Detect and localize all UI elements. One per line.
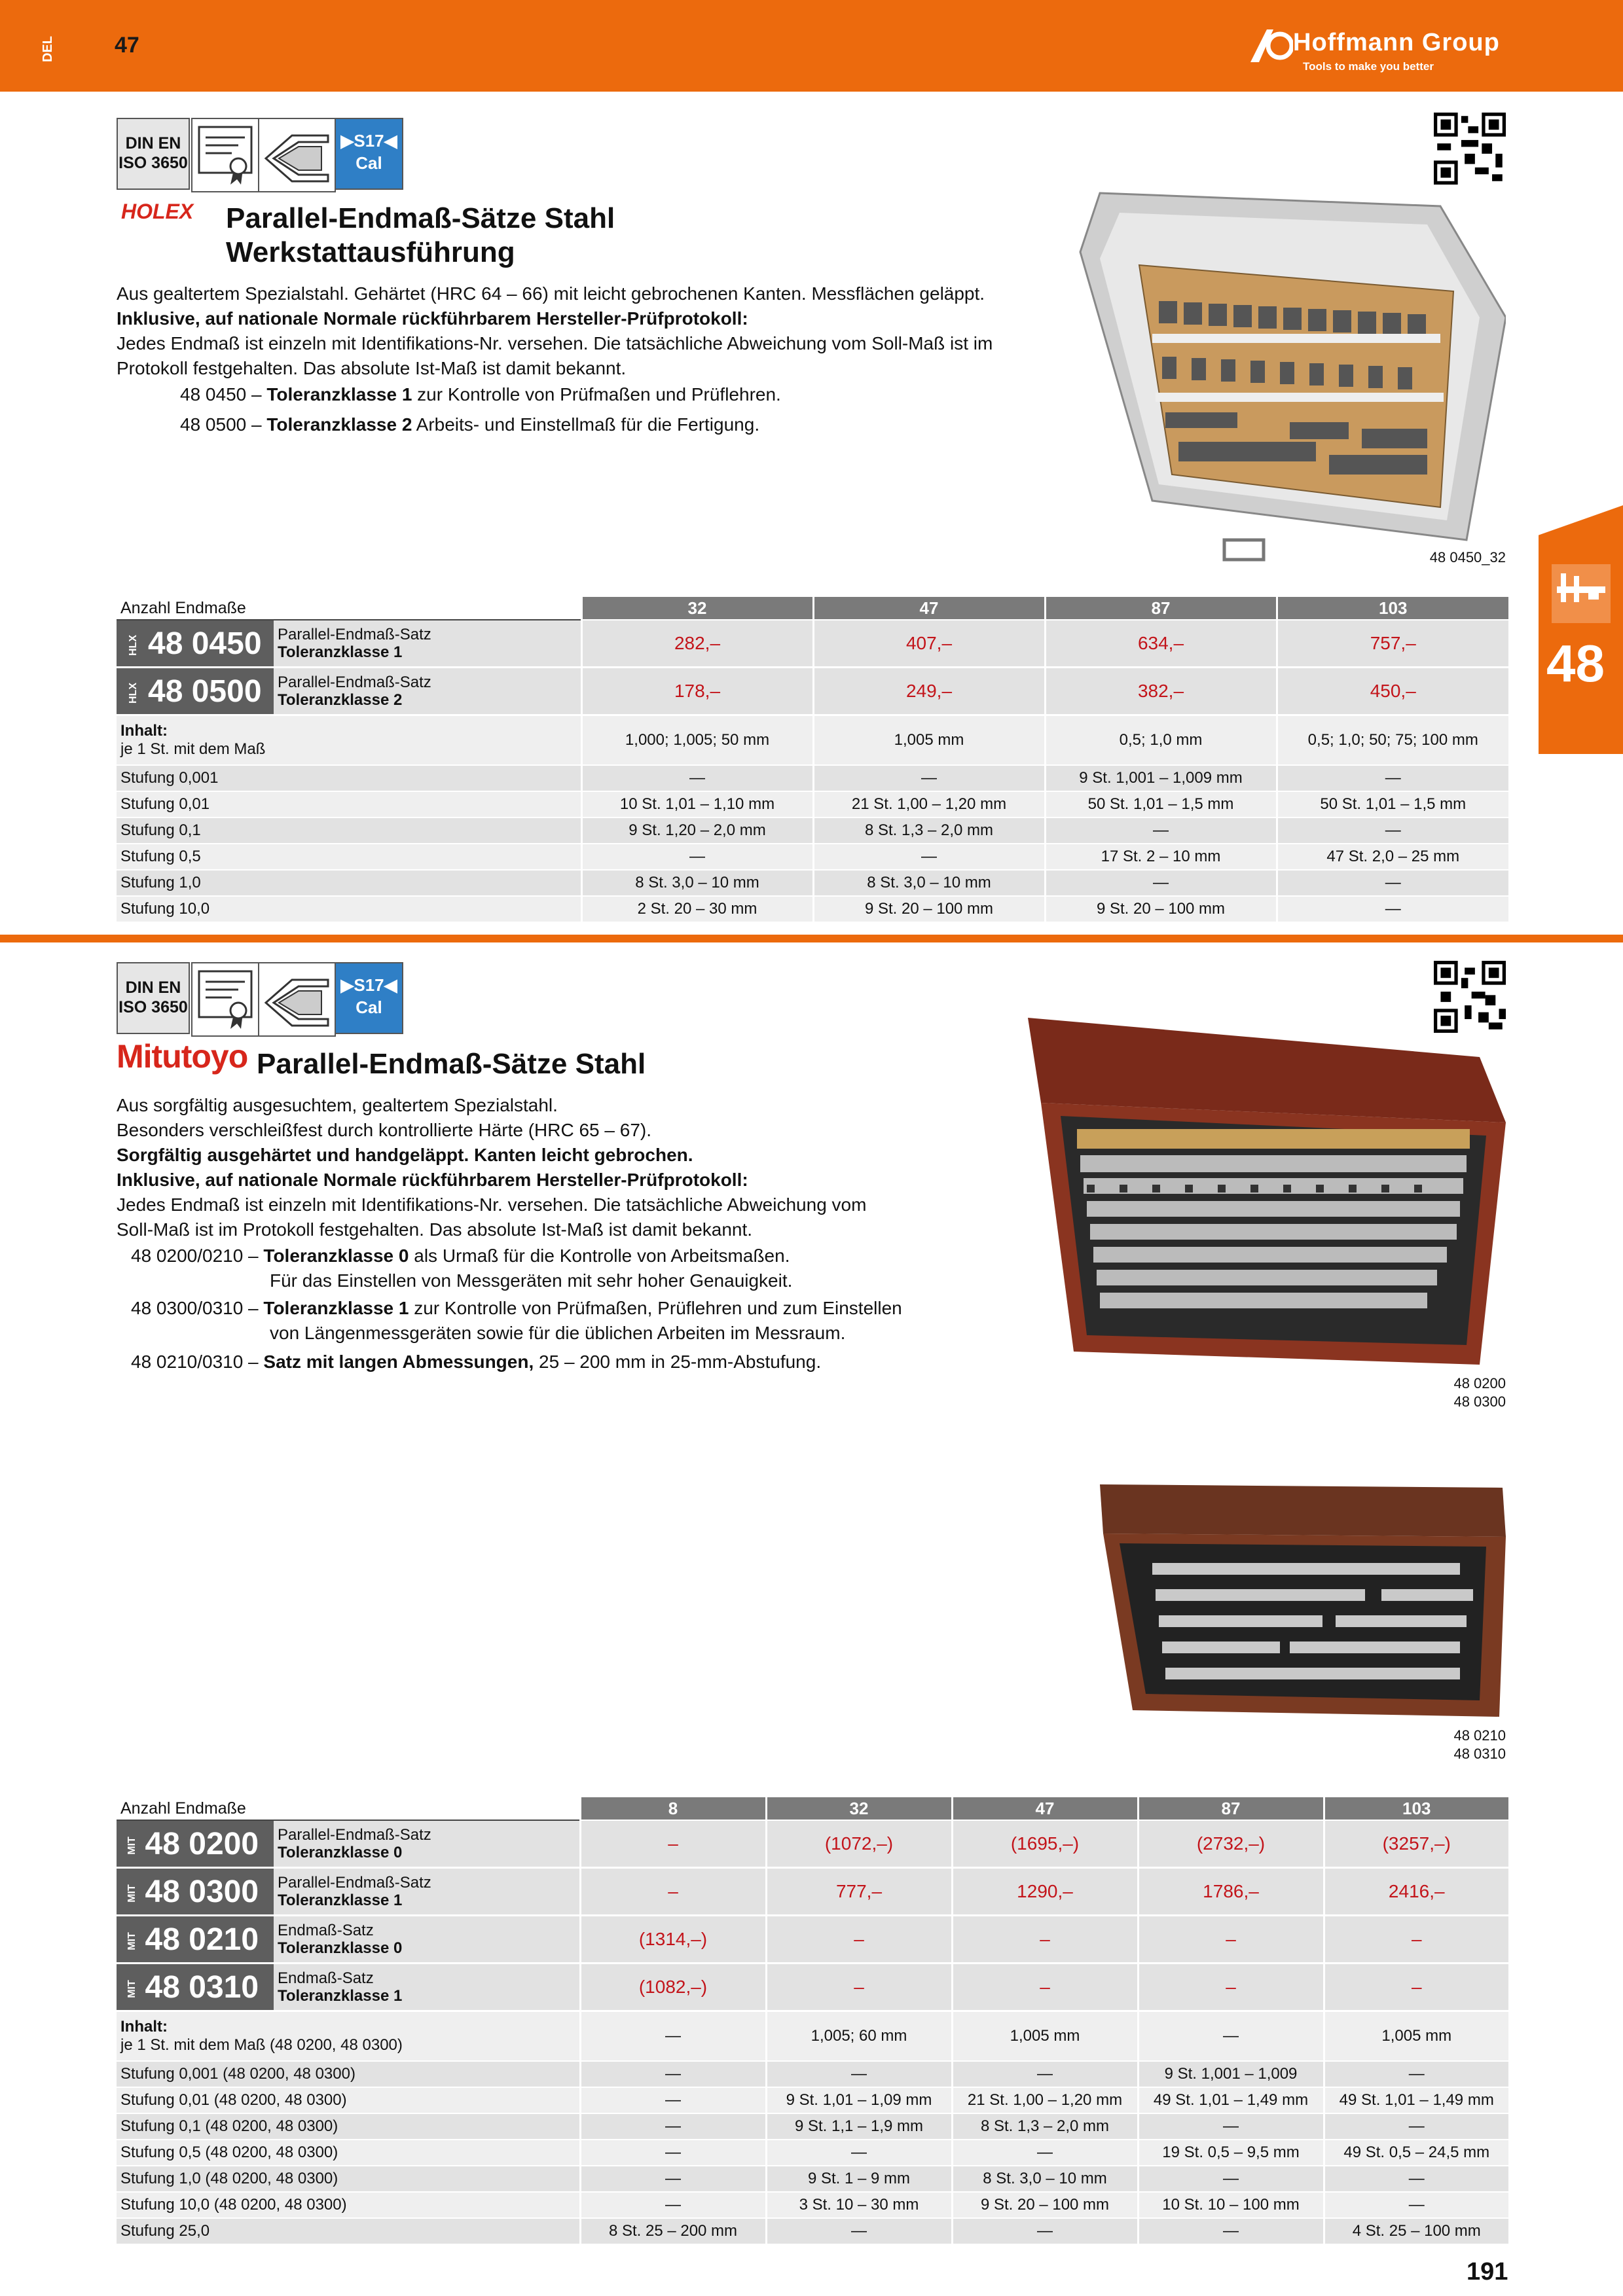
cell: 9 St. 20 – 100 mm: [952, 2192, 1138, 2218]
cell: —: [580, 2166, 766, 2192]
item-rest: zur Kontrolle von Prüfmaßen, Prüflehren und zum Einstellen: [409, 1298, 902, 1318]
article-number[interactable]: [117, 1916, 274, 1964]
table-row: [117, 2166, 1508, 2192]
row-label: Stufung 0,5 (48 0200, 48 0300): [117, 2140, 580, 2166]
caption-line: 48 0310: [1453, 1746, 1506, 1762]
cell: 21 St. 1,00 – 1,20 mm: [813, 791, 1045, 817]
price: –: [952, 1916, 1138, 1964]
din-badge: [117, 962, 190, 1034]
cell: 9 St. 1,20 – 2,0 mm: [581, 817, 813, 844]
row-label: Stufung 0,1 (48 0200, 48 0300): [117, 2113, 580, 2140]
cell: —: [1138, 2166, 1324, 2192]
product-title-2: Parallel-Endmaß-Sätze Stahl: [257, 1048, 646, 1080]
caption-line: 48 0210: [1453, 1727, 1506, 1744]
section-divider: [0, 935, 1623, 942]
cell: 10 St. 1,01 – 1,10 mm: [581, 791, 813, 817]
cell: —: [766, 2061, 952, 2087]
item-bold: Toleranzklasse 2: [266, 414, 412, 435]
item-bold: Toleranzklasse 0: [263, 1246, 409, 1266]
table-row: [117, 2192, 1508, 2218]
cell: 17 St. 2 – 10 mm: [1045, 844, 1277, 870]
cell: 1,005 mm: [1324, 2011, 1508, 2062]
column-header: 47: [952, 1797, 1138, 1820]
din-badge-line1: DIN EN: [125, 134, 181, 152]
item-line: [180, 412, 759, 437]
cell: —: [1324, 2061, 1508, 2087]
price: 757,–: [1277, 620, 1508, 668]
row-label: Stufung 0,001: [117, 765, 581, 791]
price: 249,–: [813, 668, 1045, 715]
price: (1314,–): [580, 1916, 766, 1964]
price: –: [952, 1964, 1138, 2011]
cell: 9 St. 20 – 100 mm: [813, 896, 1045, 922]
row-label: Stufung 0,1: [117, 817, 581, 844]
desc-1-p3: Jedes Endmaß ist einzeln mit Identifikations-Nr. versehen. Die tatsächliche Abweichung vom Soll-Maß ist im: [117, 333, 993, 353]
cell: —: [1138, 2113, 1324, 2140]
cell: —: [580, 2113, 766, 2140]
article-code: 48 0210: [145, 1922, 259, 1957]
cell: —: [952, 2218, 1138, 2244]
spec-table-2: [117, 1797, 1508, 2245]
desc-2-p4: Inklusive, auf nationale Normale rückführbarem Hersteller-Prüfprotokoll:: [117, 1170, 748, 1190]
article-prefix: MIT: [126, 1837, 137, 1855]
title-1-line2: Werkstattausführung: [226, 236, 515, 268]
cell: —: [580, 2011, 766, 2062]
table-row: [117, 896, 1508, 922]
cell: —: [1324, 2113, 1508, 2140]
table-row[interactable]: [117, 1916, 1508, 1964]
cell: —: [952, 2061, 1138, 2087]
spec-table-1: [117, 597, 1508, 923]
caption-line: 48 0300: [1453, 1393, 1506, 1410]
cell: 8 St. 3,0 – 10 mm: [952, 2166, 1138, 2192]
desc-line: Endmaß-Satz: [278, 1969, 374, 1987]
desc-1-p2: Inklusive, auf nationale Normale rückführbarem Hersteller-Prüfprotokoll:: [117, 308, 748, 329]
table-row[interactable]: [117, 1868, 1508, 1916]
s17-cal-badge: [335, 118, 403, 190]
cell: —: [1277, 765, 1508, 791]
column-label: Anzahl Endmaße: [117, 1797, 580, 1820]
cell: —: [766, 2218, 952, 2244]
desc-1-p1: Aus gealtertem Spezialstahl. Gehärtet (HRC 64 – 66) mit leicht gebrochenen Kanten. Messflächen geläppt.: [117, 283, 985, 304]
cell: —: [1045, 870, 1277, 896]
desc-bold: Toleranzklasse 0: [278, 1939, 403, 1957]
article-number[interactable]: [117, 1820, 274, 1868]
desc-line: Parallel-Endmaß-Satz: [278, 1826, 431, 1844]
cell: 0,5; 1,0 mm: [1045, 715, 1277, 766]
column-header: 103: [1277, 597, 1508, 620]
cell: —: [1277, 870, 1508, 896]
item-cont: von Längenmessgeräten sowie für die üblichen Arbeiten im Messraum.: [270, 1323, 846, 1343]
article-description: [274, 668, 581, 715]
product-photo-holex-case: [1074, 187, 1506, 563]
column-header: 103: [1324, 1797, 1508, 1820]
row-label: Stufung 0,5: [117, 844, 581, 870]
table-row: [117, 2011, 1508, 2062]
article-prefix: MIT: [126, 1980, 137, 1998]
cell: 9 St. 1 – 9 mm: [766, 2166, 952, 2192]
cell: —: [1324, 2166, 1508, 2192]
inhalt-label: [117, 2011, 580, 2062]
logo-tagline: Tools to make you better: [1303, 60, 1434, 73]
article-code: 48 0200: [145, 1826, 259, 1861]
cell: —: [766, 2140, 952, 2166]
inhalt-label-bold: Inhalt:: [120, 2018, 168, 2036]
cell: 3 St. 10 – 30 mm: [766, 2192, 952, 2218]
article-code: 48 0500: [148, 673, 262, 709]
table-row: [117, 791, 1508, 817]
item-rest: 25 – 200 mm in 25-mm-Abstufung.: [534, 1352, 822, 1372]
price: –: [580, 1868, 766, 1916]
table-row: [117, 2087, 1508, 2113]
cell: —: [1324, 2192, 1508, 2218]
item-line: [180, 382, 781, 407]
table-row: [117, 765, 1508, 791]
cell: 1,005 mm: [813, 715, 1045, 766]
desc-2-p2: Besonders verschleißfest durch kontrollierte Härte (HRC 65 – 67).: [117, 1120, 652, 1140]
logo-name: Hoffmann Group: [1293, 29, 1500, 56]
gauge-block-icon: [258, 962, 336, 1037]
holex-brand-logo: HOLEX: [121, 200, 194, 223]
row-label: Stufung 1,0 (48 0200, 48 0300): [117, 2166, 580, 2192]
cell: 0,5; 1,0; 50; 75; 100 mm: [1277, 715, 1508, 766]
cell: 8 St. 1,3 – 2,0 mm: [952, 2113, 1138, 2140]
table-row: [117, 870, 1508, 896]
caliper-icon: [1552, 564, 1611, 623]
table-row[interactable]: [117, 668, 1508, 715]
cell: —: [580, 2192, 766, 2218]
price: –: [1324, 1964, 1508, 2011]
price: 777,–: [766, 1868, 952, 1916]
header-page-group: 47: [115, 33, 139, 58]
table-row: [117, 844, 1508, 870]
price: (3257,–): [1324, 1820, 1508, 1868]
desc-line: Endmaß-Satz: [278, 1922, 374, 1939]
photo-2-caption: [1342, 1374, 1506, 1411]
product-title-1: [226, 202, 615, 270]
column-header: 32: [581, 597, 813, 620]
article-code: 48 0310: [145, 1969, 259, 2005]
article-number[interactable]: [117, 668, 274, 715]
row-label: Stufung 0,01: [117, 791, 581, 817]
price: (1695,–): [952, 1820, 1138, 1868]
cell: —: [1045, 817, 1277, 844]
cell: 2 St. 20 – 30 mm: [581, 896, 813, 922]
cell: 50 St. 1,01 – 1,5 mm: [1277, 791, 1508, 817]
desc-line: Parallel-Endmaß-Satz: [278, 1874, 431, 1892]
item-line: [131, 1244, 790, 1268]
table-header-row: [117, 1797, 1508, 1820]
column-label: Anzahl Endmaße: [117, 597, 581, 620]
price: 2416,–: [1324, 1868, 1508, 1916]
row-label: Stufung 1,0: [117, 870, 581, 896]
row-label: Stufung 10,0: [117, 896, 581, 922]
table-row: [117, 2218, 1508, 2244]
inhalt-label: [117, 715, 581, 766]
product-photo-long-blocks-case: [1093, 1478, 1506, 1720]
cell: 9 St. 1,01 – 1,09 mm: [766, 2087, 952, 2113]
item-bold: Toleranzklasse 1: [263, 1298, 409, 1318]
header-tag: DEL: [41, 36, 55, 62]
s17-line: ▶S17◀: [340, 975, 397, 995]
caption-line: 48 0200: [1453, 1375, 1506, 1391]
table-row[interactable]: [117, 620, 1508, 668]
desc-line: Parallel-Endmaß-Satz: [278, 673, 431, 691]
photo-3-caption: [1342, 1727, 1506, 1763]
cell: —: [1138, 2218, 1324, 2244]
cell: 9 St. 1,001 – 1,009: [1138, 2061, 1324, 2087]
price: 407,–: [813, 620, 1045, 668]
description-1: [117, 281, 1099, 381]
cell: 50 St. 1,01 – 1,5 mm: [1045, 791, 1277, 817]
cell: 21 St. 1,00 – 1,20 mm: [952, 2087, 1138, 2113]
price: (1082,–): [580, 1964, 766, 2011]
cell: —: [1277, 896, 1508, 922]
cell: 1,005; 60 mm: [766, 2011, 952, 2062]
item-code: 48 0200/0210 –: [131, 1246, 259, 1266]
article-description: [274, 1820, 580, 1868]
row-label: Stufung 0,001 (48 0200, 48 0300): [117, 2061, 580, 2087]
cell: 8 St. 3,0 – 10 mm: [581, 870, 813, 896]
price: 382,–: [1045, 668, 1277, 715]
price: 634,–: [1045, 620, 1277, 668]
s17-cal-badge: [335, 962, 403, 1034]
desc-2-p5: Jedes Endmaß ist einzeln mit Identifikations-Nr. versehen. Die tatsächliche Abweichung vom: [117, 1194, 867, 1215]
cell: 9 St. 20 – 100 mm: [1045, 896, 1277, 922]
din-badge-line2: ISO 3650: [119, 998, 188, 1016]
cell: —: [813, 765, 1045, 791]
column-header: 32: [766, 1797, 952, 1820]
column-header: 87: [1045, 597, 1277, 620]
inhalt-label-sub: je 1 St. mit dem Maß: [120, 740, 266, 758]
din-badge-line1: DIN EN: [125, 978, 181, 997]
desc-2-p1: Aus sorgfältig ausgesuchtem, gealtertem Spezialstahl.: [117, 1095, 558, 1115]
cell: 49 St. 1,01 – 1,49 mm: [1138, 2087, 1324, 2113]
cell: —: [1277, 817, 1508, 844]
price: –: [1138, 1916, 1324, 1964]
inhalt-label-bold: Inhalt:: [120, 722, 168, 740]
desc-bold: Toleranzklasse 1: [278, 643, 403, 661]
item-line: [131, 1296, 902, 1321]
cell: 19 St. 0,5 – 9,5 mm: [1138, 2140, 1324, 2166]
desc-2-p6: Soll-Maß ist im Protokoll festgehalten. Das absolute Ist-Maß ist damit bekannt.: [117, 1219, 753, 1240]
qr-code-icon[interactable]: [1434, 113, 1506, 185]
price: 1290,–: [952, 1868, 1138, 1916]
item-code: 48 0450 –: [180, 384, 262, 404]
price: –: [766, 1964, 952, 2011]
column-header: 47: [813, 597, 1045, 620]
price: 178,–: [581, 668, 813, 715]
item-line: [131, 1350, 821, 1374]
article-prefix: MIT: [126, 1932, 137, 1950]
hoffmann-logo-icon: [1247, 26, 1293, 65]
price: 1786,–: [1138, 1868, 1324, 1916]
item-code: 48 0500 –: [180, 414, 262, 435]
desc-line: Parallel-Endmaß-Satz: [278, 626, 431, 643]
cell: —: [581, 765, 813, 791]
cell: —: [1138, 2011, 1324, 2062]
item-rest: Arbeits- und Einstellmaß für die Fertigung.: [412, 414, 760, 435]
article-prefix: HLX: [128, 634, 139, 656]
inhalt-label-sub: je 1 St. mit dem Maß (48 0200, 48 0300): [120, 2036, 403, 2054]
desc-bold: Toleranzklasse 1: [278, 1987, 403, 2005]
cell: —: [813, 844, 1045, 870]
desc-bold: Toleranzklasse 2: [278, 691, 403, 709]
din-badge-line2: ISO 3650: [119, 154, 188, 172]
cell: 4 St. 25 – 100 mm: [1324, 2218, 1508, 2244]
cell: —: [580, 2140, 766, 2166]
cell: 10 St. 10 – 100 mm: [1138, 2192, 1324, 2218]
article-number[interactable]: [117, 620, 274, 668]
certificate-icon: [191, 962, 259, 1037]
cal-line: Cal: [356, 997, 382, 1017]
item-rest: zur Kontrolle von Prüfmaßen und Prüflehren.: [412, 384, 781, 404]
price: (1072,–): [766, 1820, 952, 1868]
cell: 1,000; 1,005; 50 mm: [581, 715, 813, 766]
chapter-tab: [1539, 505, 1623, 754]
price: 282,–: [581, 620, 813, 668]
item-cont: Für das Einstellen von Messgeräten mit sehr hoher Genauigkeit.: [270, 1270, 793, 1291]
item-rest: als Urmaß für die Kontrolle von Arbeitsmaßen.: [409, 1246, 790, 1266]
cell: 9 St. 1,001 – 1,009 mm: [1045, 765, 1277, 791]
article-description: [274, 1964, 580, 2011]
cell: 47 St. 2,0 – 25 mm: [1277, 844, 1508, 870]
cell: 49 St. 0,5 – 24,5 mm: [1324, 2140, 1508, 2166]
column-header: 87: [1138, 1797, 1324, 1820]
cell: 8 St. 1,3 – 2,0 mm: [813, 817, 1045, 844]
article-description: [274, 1916, 580, 1964]
desc-1-p4: Protokoll festgehalten. Das absolute Ist-Maß ist damit bekannt.: [117, 358, 627, 378]
product-photo-mitutoyo-case: [1021, 1011, 1506, 1365]
din-badge: [117, 118, 190, 190]
gauge-block-icon: [258, 118, 336, 192]
table-row: [117, 2061, 1508, 2087]
cell: 8 St. 3,0 – 10 mm: [813, 870, 1045, 896]
desc-bold: Toleranzklasse 0: [278, 1844, 403, 1861]
desc-2-p3: Sorgfältig ausgehärtet und handgeläppt. Kanten leicht gebrochen.: [117, 1145, 693, 1165]
article-description: [274, 620, 581, 668]
item-code: 48 0300/0310 –: [131, 1298, 259, 1318]
article-number[interactable]: [117, 1868, 274, 1916]
article-description: [274, 1868, 580, 1916]
cell: 9 St. 1,1 – 1,9 mm: [766, 2113, 952, 2140]
cell: 8 St. 25 – 200 mm: [580, 2218, 766, 2244]
item-bold: Toleranzklasse 1: [266, 384, 412, 404]
price: 450,–: [1277, 668, 1508, 715]
item-code: 48 0210/0310 –: [131, 1352, 259, 1372]
row-label: Stufung 0,01 (48 0200, 48 0300): [117, 2087, 580, 2113]
description-2: [117, 1093, 968, 1242]
table-row: [117, 817, 1508, 844]
price: (2732,–): [1138, 1820, 1324, 1868]
cell: —: [580, 2087, 766, 2113]
s17-line: ▶S17◀: [340, 131, 397, 151]
price: –: [1138, 1964, 1324, 2011]
cell: —: [952, 2140, 1138, 2166]
price: –: [766, 1916, 952, 1964]
row-label: Stufung 25,0: [117, 2218, 580, 2244]
article-prefix: HLX: [128, 682, 139, 704]
article-code: 48 0450: [148, 626, 262, 661]
table-row[interactable]: [117, 1820, 1508, 1868]
desc-bold: Toleranzklasse 1: [278, 1892, 403, 1909]
cell: —: [580, 2061, 766, 2087]
title-1-line1: Parallel-Endmaß-Sätze Stahl: [226, 202, 615, 234]
table-row[interactable]: [117, 1964, 1508, 2011]
row-label: Stufung 10,0 (48 0200, 48 0300): [117, 2192, 580, 2218]
article-code: 48 0300: [145, 1874, 259, 1909]
cell: 49 St. 1,01 – 1,49 mm: [1324, 2087, 1508, 2113]
price: –: [1324, 1916, 1508, 1964]
chapter-number: 48: [1546, 634, 1605, 692]
article-number[interactable]: [117, 1964, 274, 2011]
cell: 1,005 mm: [952, 2011, 1138, 2062]
table-header-row: [117, 597, 1508, 620]
table-row: [117, 715, 1508, 766]
mitutoyo-brand-logo: Mitutoyo: [117, 1038, 248, 1075]
article-prefix: MIT: [126, 1884, 137, 1903]
price: –: [580, 1820, 766, 1868]
page-number: 191: [1467, 2258, 1508, 2286]
cell: —: [581, 844, 813, 870]
certificate-icon: [191, 118, 259, 192]
column-header: 8: [580, 1797, 766, 1820]
item-bold: Satz mit langen Abmessungen,: [263, 1352, 534, 1372]
cal-line: Cal: [356, 153, 382, 173]
table-row: [117, 2140, 1508, 2166]
photo-1-caption: 48 0450_32: [1429, 549, 1506, 565]
table-row: [117, 2113, 1508, 2140]
